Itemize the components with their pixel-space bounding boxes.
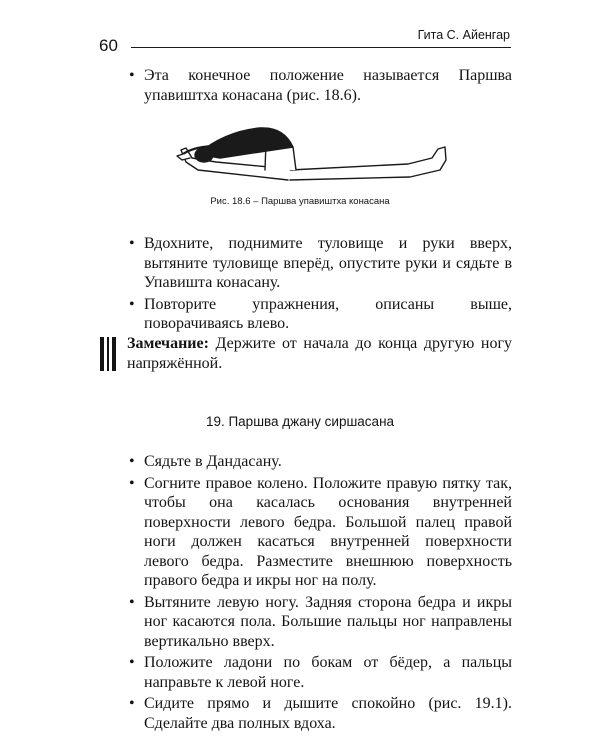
note-label: Замечание:	[127, 335, 209, 352]
bullet-text: Положите ладони по бокам от бёдер, а пальцы направьте к левой ноге.	[144, 654, 512, 691]
list-item	[100, 234, 512, 293]
running-title: Гита С. Айенгар	[417, 28, 510, 42]
figure-caption: Рис. 18.6 – Паршва упавиштха конасана	[210, 196, 390, 207]
bullet-text: Сядьте в Дандасану.	[144, 453, 282, 470]
note-marker-icon	[100, 337, 118, 371]
header-rule	[131, 47, 511, 48]
bullet-text: Эта конечное положение называется Паршва упавиштха конасана (рис. 18.6).	[144, 67, 512, 104]
note-block	[100, 334, 512, 374]
pose-illustration-drawing	[170, 114, 460, 194]
intro-bullet-list	[100, 66, 512, 105]
bullet-text: Вдохните, поднимите туловище и руки вверх, вытяните туловище вперёд, опустите руки и сядьте в Упавишта конасану.	[144, 235, 512, 291]
note-text	[127, 334, 512, 373]
bullet-icon: •	[129, 295, 135, 313]
list-item	[100, 474, 512, 591]
page-number: 60	[99, 36, 118, 55]
bullet-icon: •	[129, 593, 135, 611]
bullet-icon: •	[129, 453, 135, 470]
bullet-icon: •	[129, 474, 135, 492]
list-item	[100, 295, 512, 334]
list-item	[100, 66, 512, 105]
page-header	[0, 0, 600, 60]
list-item	[100, 452, 512, 472]
bullet-icon: •	[129, 67, 135, 84]
bullet-text: Вытяните левую ногу. Задняя сторона бедра и икры ног касаются пола. Большие пальцы ног направлены вертикально вверх.	[144, 593, 512, 650]
bullet-icon: •	[129, 695, 135, 712]
bullet-icon: •	[129, 654, 135, 671]
list-item	[100, 653, 512, 692]
bullet-text: Сидите прямо и дышите спокойно (рис. 19.1). Сделайте два полных вдоха.	[144, 695, 512, 732]
bullet-text: Повторите упражнения, описаны выше, поворачиваясь влево.	[144, 295, 512, 332]
bullet-list-3	[100, 452, 512, 733]
list-item	[100, 694, 512, 733]
head	[195, 148, 213, 162]
bullet-icon: •	[129, 235, 135, 252]
pose-illustration	[170, 114, 460, 194]
section-heading: 19. Паршва джану сиршасана	[205, 414, 395, 429]
bullet-text: Согните правое колено. Положите правую пятку так, чтобы она касалась основания внутренней поверхности левого бедра. Большой палец правой ноги должен касаться внутренней поверхности левого бедра. Разместите внешнюю поверхность правого бедра и икры ног на полу.	[144, 474, 512, 589]
note-body: Держите от начала до конца другую ногу напряжённой.	[127, 335, 512, 372]
right-leg-outline	[290, 147, 446, 180]
list-item	[100, 593, 512, 652]
bullet-list-2	[100, 234, 512, 334]
